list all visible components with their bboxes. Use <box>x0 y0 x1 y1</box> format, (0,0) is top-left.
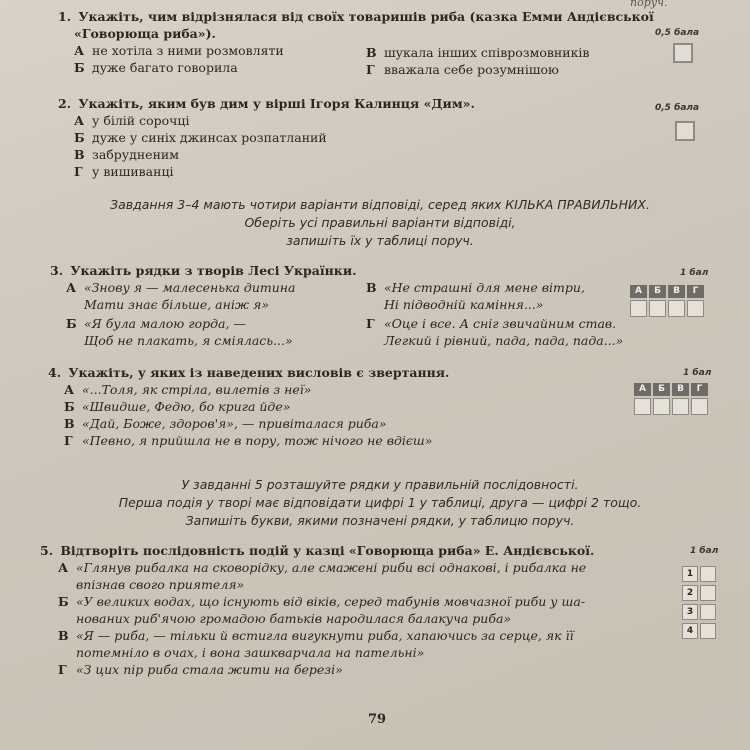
option-b[interactable]: Б дуже у синіх джинсах розпатланий <box>74 130 327 145</box>
option-a[interactable]: А у білій сорочці <box>74 113 190 128</box>
question-title-cont: «Говорюща риба»). <box>74 26 216 41</box>
option-b[interactable]: Б «Я була малою горда, — Щоб не плакать, я сміялась...» <box>66 316 293 348</box>
option-d[interactable]: Г «З цих пір риба стала жити на березі» <box>58 662 343 677</box>
answer-cell-b[interactable] <box>653 398 670 415</box>
question-4 <box>48 364 628 449</box>
sequence-grid: 1 2 3 4 <box>682 566 716 642</box>
question-number: 4. <box>48 365 62 380</box>
sequence-cell-3[interactable] <box>700 604 716 620</box>
sequence-cell-4[interactable] <box>700 623 716 639</box>
answer-grid: А Б В Г <box>630 285 706 317</box>
question-number: 2. <box>58 96 72 111</box>
question-title: Укажіть рядки з творів Лесі Українки. <box>70 263 357 278</box>
instruction-3-4: Завдання 3–4 мають чотири варіанти відповіді, серед яких КІЛЬКА ПРАВИЛЬНИХ. Оберіть усі правильні варіанти відповіді, запишіть їх у таблиці поруч. <box>110 197 650 248</box>
option-b[interactable]: Б «Швидше, Федю, бо крига йде» <box>64 399 291 414</box>
answer-box[interactable] <box>675 121 695 141</box>
answer-cell-b[interactable] <box>649 300 666 317</box>
option-d[interactable]: Г «Певно, я прийшла не в пору, тож нічого не вдієш» <box>64 433 433 448</box>
question-number: 1. <box>58 9 72 24</box>
answer-cell-c[interactable] <box>668 300 685 317</box>
sequence-cell-1[interactable] <box>700 566 716 582</box>
points-label: 0,5 бала <box>655 103 700 113</box>
points-label: 0,5 бала <box>655 28 700 38</box>
answer-cell-c[interactable] <box>672 398 689 415</box>
answer-cell-a[interactable] <box>630 300 647 317</box>
points-label: 1 бал <box>683 368 712 378</box>
question-title: Укажіть, у яких із наведених висловів є звертання. <box>68 365 450 380</box>
option-a[interactable]: А не хотіла з ними розмовляти <box>74 43 284 58</box>
answer-cell-d[interactable] <box>691 398 708 415</box>
option-c[interactable]: В шукала інших співрозмовників <box>366 45 590 60</box>
question-number: 3. <box>50 263 64 278</box>
instruction-5: У завданні 5 розташуйте рядки у правильній послідовності. Перша подія у творі має відповідати цифрі 1 у таблиці, друга — цифрі 2 тощо. Запишіть букви, якими позначені рядки, у таблицю поруч. <box>118 477 642 528</box>
option-c[interactable]: В забрудненим <box>74 147 179 162</box>
option-b[interactable]: Б дуже багато говорила <box>74 60 238 75</box>
question-title: Укажіть, чим відрізнялася від своїх товаришів риба (казка Емми Андієвської <box>78 9 654 24</box>
question-3 <box>50 262 630 349</box>
answer-grid: А Б В Г <box>634 383 710 415</box>
option-d[interactable]: Г вважала себе розумнішою <box>366 62 559 77</box>
question-5 <box>40 542 680 678</box>
option-a[interactable]: А «...Толя, як стріла, вилетів з неї» <box>64 382 312 397</box>
option-d[interactable]: Г у вишиванці <box>74 164 174 179</box>
option-a[interactable]: А «Глянув рибалка на сковорідку, але смажені риби всі однакові, і рибалка не впізнав свого приятеля» <box>58 560 587 592</box>
question-1 <box>58 8 658 76</box>
points-label: 1 бал <box>680 268 709 278</box>
option-a[interactable]: А «Знову я — малесенька дитина Мати знає більше, аніж я» <box>66 280 296 312</box>
sequence-cell-2[interactable] <box>700 585 716 601</box>
question-title: Укажіть, яким був дим у вірші Ігоря Калинця «Дим». <box>78 96 475 111</box>
answer-cell-d[interactable] <box>687 300 704 317</box>
question-title: Відтворіть послідовність подій у казці «Говорюща риба» Е. Андієвської. <box>60 543 595 558</box>
question-2 <box>58 95 658 180</box>
answer-box[interactable] <box>673 43 693 63</box>
answer-cell-a[interactable] <box>634 398 651 415</box>
option-c[interactable]: В «Дай, Боже, здоров'я», — привіталася риба» <box>64 416 387 431</box>
option-c[interactable]: В «Не страшні для мене вітри, Ні підводній каміння...» <box>366 280 585 312</box>
option-d[interactable]: Г «Оце і все. А сніг звичайним став. Легкий і рівний, пада, пада, пада...» <box>366 316 624 348</box>
cut-off-text: поруч. <box>630 0 668 9</box>
page-number: 79 <box>368 712 387 727</box>
option-c[interactable]: В «Я — риба, — тільки й встигла вигукнути риба, хапаючись за серце, як її потемніло в очах, і вона зашкварчала на пательні» <box>58 628 574 660</box>
points-label: 1 бал <box>690 546 719 556</box>
question-number: 5. <box>40 543 54 558</box>
option-b[interactable]: Б «У великих водах, що існують від віків, серед табунів мовчазної риби у ша- нованих риб'ячою громадою батьків народилася балакуча риба» <box>58 594 586 626</box>
